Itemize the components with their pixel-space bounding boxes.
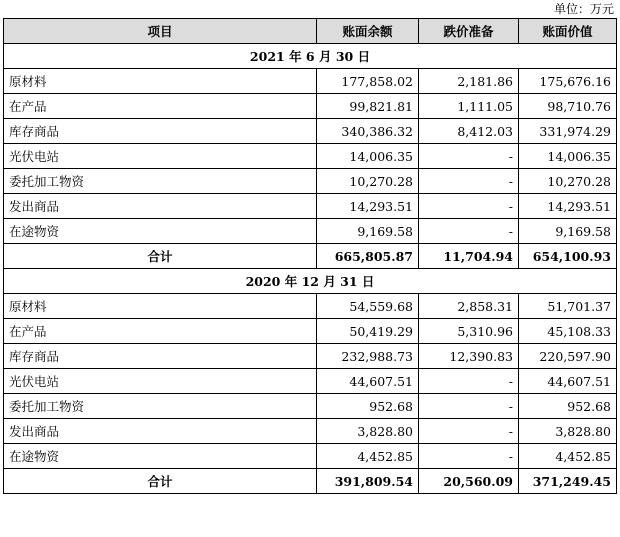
impairment-provision: 2,858.31 (419, 294, 519, 319)
item-name: 委托加工物资 (4, 394, 317, 419)
book-value: 14,293.51 (519, 194, 617, 219)
impairment-provision: 8,412.03 (419, 119, 519, 144)
impairment-provision: - (419, 169, 519, 194)
book-balance: 50,419.29 (317, 319, 419, 344)
table-row (4, 219, 617, 244)
table-row (4, 119, 617, 144)
book-balance: 14,293.51 (317, 194, 419, 219)
impairment-provision: - (419, 144, 519, 169)
item-name: 原材料 (4, 294, 317, 319)
table-row (4, 394, 617, 419)
book-value: 220,597.90 (519, 344, 617, 369)
impairment-provision: - (419, 194, 519, 219)
table-body (4, 44, 617, 494)
header-item: 项目 (4, 19, 317, 44)
book-value: 3,828.80 (519, 419, 617, 444)
table-row (4, 369, 617, 394)
header-provision: 跌价准备 (419, 19, 519, 44)
table-row (4, 344, 617, 369)
book-balance: 4,452.85 (317, 444, 419, 469)
impairment-provision: 12,390.83 (419, 344, 519, 369)
total-balance: 391,809.54 (317, 469, 419, 494)
table-row (4, 169, 617, 194)
table-row (4, 144, 617, 169)
total-provision: 11,704.94 (419, 244, 519, 269)
book-balance: 232,988.73 (317, 344, 419, 369)
impairment-provision: 5,310.96 (419, 319, 519, 344)
book-balance: 54,559.68 (317, 294, 419, 319)
book-balance: 340,386.32 (317, 119, 419, 144)
item-name: 库存商品 (4, 119, 317, 144)
item-name: 库存商品 (4, 344, 317, 369)
book-value: 14,006.35 (519, 144, 617, 169)
impairment-provision: - (419, 219, 519, 244)
book-value: 952.68 (519, 394, 617, 419)
table-row (4, 69, 617, 94)
book-value: 175,676.16 (519, 69, 617, 94)
total-value: 654,100.93 (519, 244, 617, 269)
total-label: 合计 (4, 469, 317, 494)
section-title: 2021 年 6 月 30 日 (4, 44, 617, 69)
book-value: 51,701.37 (519, 294, 617, 319)
book-balance: 9,169.58 (317, 219, 419, 244)
impairment-provision: - (419, 444, 519, 469)
book-balance: 3,828.80 (317, 419, 419, 444)
item-name: 在途物资 (4, 219, 317, 244)
book-value: 4,452.85 (519, 444, 617, 469)
item-name: 委托加工物资 (4, 169, 317, 194)
book-value: 331,974.29 (519, 119, 617, 144)
header-value: 账面价值 (519, 19, 617, 44)
table-row (4, 94, 617, 119)
impairment-provision: - (419, 369, 519, 394)
total-provision: 20,560.09 (419, 469, 519, 494)
item-name: 在产品 (4, 319, 317, 344)
item-name: 发出商品 (4, 419, 317, 444)
item-name: 光伏电站 (4, 369, 317, 394)
book-value: 10,270.28 (519, 169, 617, 194)
item-name: 在途物资 (4, 444, 317, 469)
inventory-table (3, 18, 617, 494)
table-row (4, 194, 617, 219)
impairment-provision: - (419, 394, 519, 419)
book-balance: 44,607.51 (317, 369, 419, 394)
total-row (4, 469, 617, 494)
book-balance: 952.68 (317, 394, 419, 419)
total-value: 371,249.45 (519, 469, 617, 494)
impairment-provision: - (419, 419, 519, 444)
book-value: 9,169.58 (519, 219, 617, 244)
impairment-provision: 1,111.05 (419, 94, 519, 119)
table-row (4, 294, 617, 319)
table-row (4, 444, 617, 469)
total-balance: 665,805.87 (317, 244, 419, 269)
book-value: 98,710.76 (519, 94, 617, 119)
unit-label: 单位：万元 (553, 2, 614, 16)
header-row (4, 19, 617, 44)
impairment-provision: 2,181.86 (419, 69, 519, 94)
item-name: 在产品 (4, 94, 317, 119)
book-balance: 177,858.02 (317, 69, 419, 94)
book-balance: 99,821.81 (317, 94, 419, 119)
table-row (4, 419, 617, 444)
total-row (4, 244, 617, 269)
item-name: 发出商品 (4, 194, 317, 219)
table-row (4, 319, 617, 344)
section-header-row (4, 269, 617, 294)
item-name: 光伏电站 (4, 144, 317, 169)
section-header-row (4, 44, 617, 69)
section-title: 2020 年 12 月 31 日 (4, 269, 617, 294)
book-value: 45,108.33 (519, 319, 617, 344)
item-name: 原材料 (4, 69, 317, 94)
book-balance: 10,270.28 (317, 169, 419, 194)
total-label: 合计 (4, 244, 317, 269)
book-value: 44,607.51 (519, 369, 617, 394)
book-balance: 14,006.35 (317, 144, 419, 169)
header-balance: 账面余额 (317, 19, 419, 44)
